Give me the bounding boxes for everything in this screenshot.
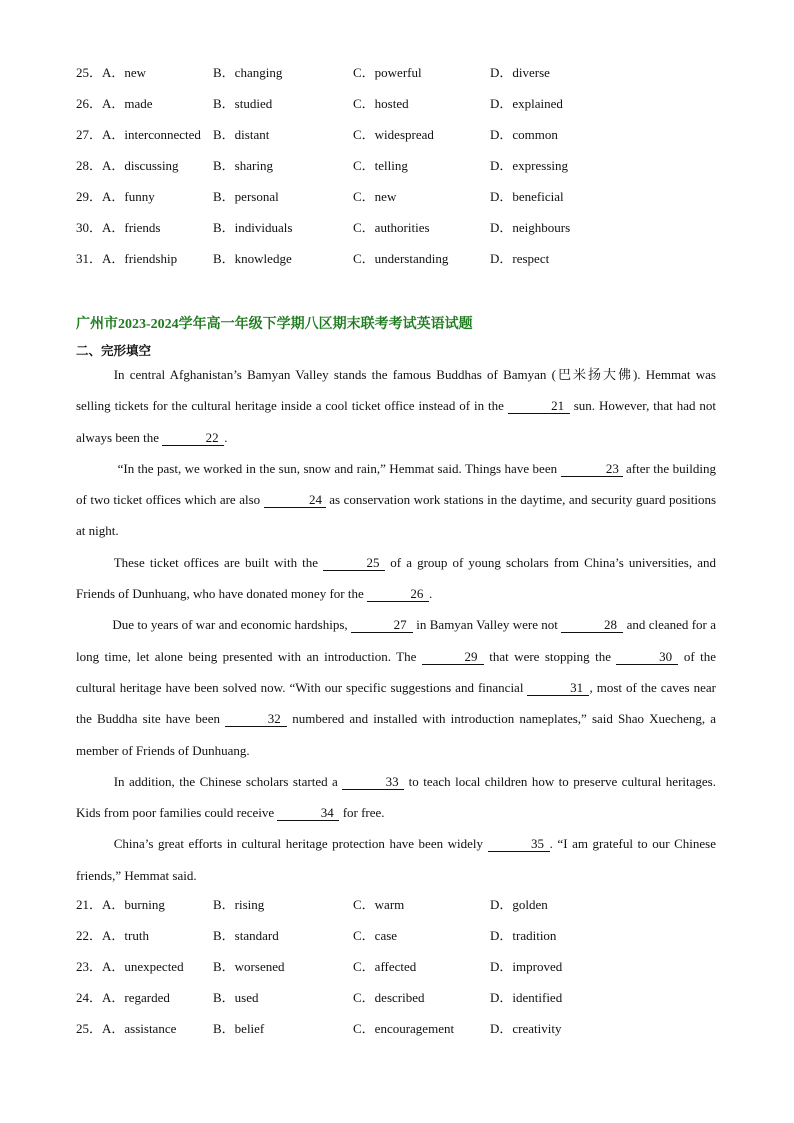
option-b: B．knowledge: [213, 251, 292, 266]
option-a: A．friendship: [102, 251, 178, 266]
blank-30: 30: [616, 650, 678, 665]
blank-31: 31: [527, 681, 589, 696]
question-number: 29．: [76, 189, 103, 204]
option-a: A．made: [102, 96, 153, 111]
option-d: D．explained: [490, 96, 563, 111]
passage-text: Due to years of war and economic hardships,: [112, 617, 351, 633]
passage-text: and cleaned for a long time, let alone being presented with an introduction. The: [76, 617, 716, 664]
option-b: B．individuals: [213, 220, 293, 235]
option-a: A．burning: [102, 897, 165, 912]
paragraph-1: [76, 359, 716, 453]
option-b: B．standard: [213, 928, 279, 943]
option-b: B．sharing: [213, 158, 273, 173]
option-d: D．neighbours: [490, 220, 571, 235]
passage-text: for free.: [339, 805, 385, 821]
passage-text: In central Afghanistan’s Bamyan Valley stands the famous Buddhas of Bamyan (巴米扬大佛). Hemmat was selling tickets for the cultural heritage inside a cool ticket office instead of in the: [76, 367, 716, 414]
question-number: 22．: [76, 928, 103, 943]
option-d: D．identified: [490, 990, 563, 1005]
section-title: 二、完形填空: [76, 344, 152, 358]
option-b: B．rising: [213, 897, 265, 912]
option-b: B．belief: [213, 1021, 265, 1036]
option-c: C．affected: [353, 959, 417, 974]
passage-text: of a group of young scholars from China’s universities, and Friends of Dunhuang, who have donated money for the: [76, 554, 716, 602]
blank-28: 28: [561, 618, 623, 633]
blank-24: 24: [264, 493, 326, 508]
option-c: C．powerful: [353, 65, 422, 80]
option-d: D．tradition: [490, 928, 557, 943]
option-a: A．truth: [102, 928, 149, 943]
paragraph-3: [76, 547, 716, 610]
option-d: D．golden: [490, 897, 548, 912]
option-c: C．warm: [353, 897, 405, 912]
exam-title: 广州市2023-2024学年高一年级下学期八区期末联考考试英语试题: [76, 317, 473, 332]
passage-text: to teach local children how to preserve cultural heritages. Kids from poor families could receive: [76, 773, 716, 821]
passage-text: .: [429, 586, 433, 602]
option-d: D．respect: [490, 251, 550, 266]
question-number: 21．: [76, 897, 103, 912]
option-c: C．telling: [353, 158, 408, 173]
option-b: B．distant: [213, 127, 270, 142]
question-number: 25．: [76, 65, 103, 80]
option-d: D．improved: [490, 959, 563, 974]
option-c: C．case: [353, 928, 398, 943]
question-number: 25．: [76, 1021, 103, 1036]
option-b: B．changing: [213, 65, 283, 80]
blank-21: 21: [508, 399, 570, 414]
blank-26: 26: [367, 587, 429, 602]
option-c: C．new: [353, 189, 397, 204]
option-b: B．worsened: [213, 959, 285, 974]
option-a: A．assistance: [102, 1021, 177, 1036]
question-number: 30．: [76, 220, 103, 235]
passage-text: in Bamyan Valley were not: [412, 617, 562, 633]
passage-text: , most of the caves near the Buddha site have been: [76, 679, 716, 727]
option-d: D．beneficial: [490, 189, 564, 204]
option-d: D．creativity: [490, 1021, 562, 1036]
passage-text: In addition, the Chinese scholars started a: [113, 773, 343, 789]
option-a: A．regarded: [102, 990, 170, 1005]
option-b: B．studied: [213, 96, 273, 111]
option-c: C．widespread: [353, 127, 434, 142]
paragraph-6: [76, 828, 716, 891]
blank-23: 23: [561, 462, 623, 477]
cloze-passage: [76, 359, 716, 891]
option-c: C．authorities: [353, 220, 430, 235]
blank-33: 33: [342, 775, 404, 790]
question-number: 27．: [76, 127, 103, 142]
blank-29: 29: [422, 650, 484, 665]
passage-text: .: [224, 429, 228, 445]
paragraph-2: [76, 453, 716, 547]
option-b: B．personal: [213, 189, 279, 204]
passage-text: sun. However, that had not always been the: [76, 398, 716, 445]
paragraph-4: [76, 609, 716, 765]
option-a: A．interconnected: [102, 127, 201, 142]
option-a: A．discussing: [102, 158, 179, 173]
blank-34: 34: [277, 806, 339, 821]
option-a: A．unexpected: [102, 959, 184, 974]
passage-text: These ticket offices are built with the: [113, 554, 324, 570]
option-c: C．hosted: [353, 96, 409, 111]
option-a: A．friends: [102, 220, 161, 235]
option-b: B．used: [213, 990, 259, 1005]
passage-text: of the cultural heritage have been solved now. “With our specific suggestions and financial: [76, 648, 716, 695]
passage-text: numbered and installed with introduction nameplates,” said Shao Xuecheng, a member of Friends of Dunhuang.: [76, 711, 717, 758]
passage-text: after the building of two ticket offices which are also: [76, 460, 716, 508]
passage-text: . “I am grateful to our Chinese friends,” Hemmat said.: [76, 836, 716, 883]
question-number: 26．: [76, 96, 103, 111]
passage-text: as conservation work stations in the daytime, and security guard positions at night.: [76, 492, 716, 539]
passage-text: that were stopping the: [483, 648, 617, 664]
option-c: C．understanding: [353, 251, 449, 266]
question-number: 23．: [76, 959, 103, 974]
question-number: 28．: [76, 158, 103, 173]
blank-25: 25: [323, 556, 385, 571]
option-c: C．described: [353, 990, 425, 1005]
option-d: D．common: [490, 127, 558, 142]
option-a: A．funny: [102, 189, 155, 204]
passage-text: China’s great efforts in cultural heritage protection have been widely: [113, 836, 488, 852]
question-number: 31．: [76, 251, 103, 266]
option-d: D．expressing: [490, 158, 568, 173]
option-a: A．new: [102, 65, 147, 80]
blank-35: 35: [488, 837, 550, 852]
paragraph-5: [76, 766, 716, 829]
option-c: C．encouragement: [353, 1021, 455, 1036]
passage-text: “In the past, we worked in the sun, snow and rain,” Hemmat said. Things have been: [117, 460, 561, 476]
blank-32: 32: [225, 712, 287, 727]
option-d: D．diverse: [490, 65, 550, 80]
blank-27: 27: [351, 618, 413, 633]
question-number: 24．: [76, 990, 103, 1005]
blank-22: 22: [162, 431, 224, 446]
